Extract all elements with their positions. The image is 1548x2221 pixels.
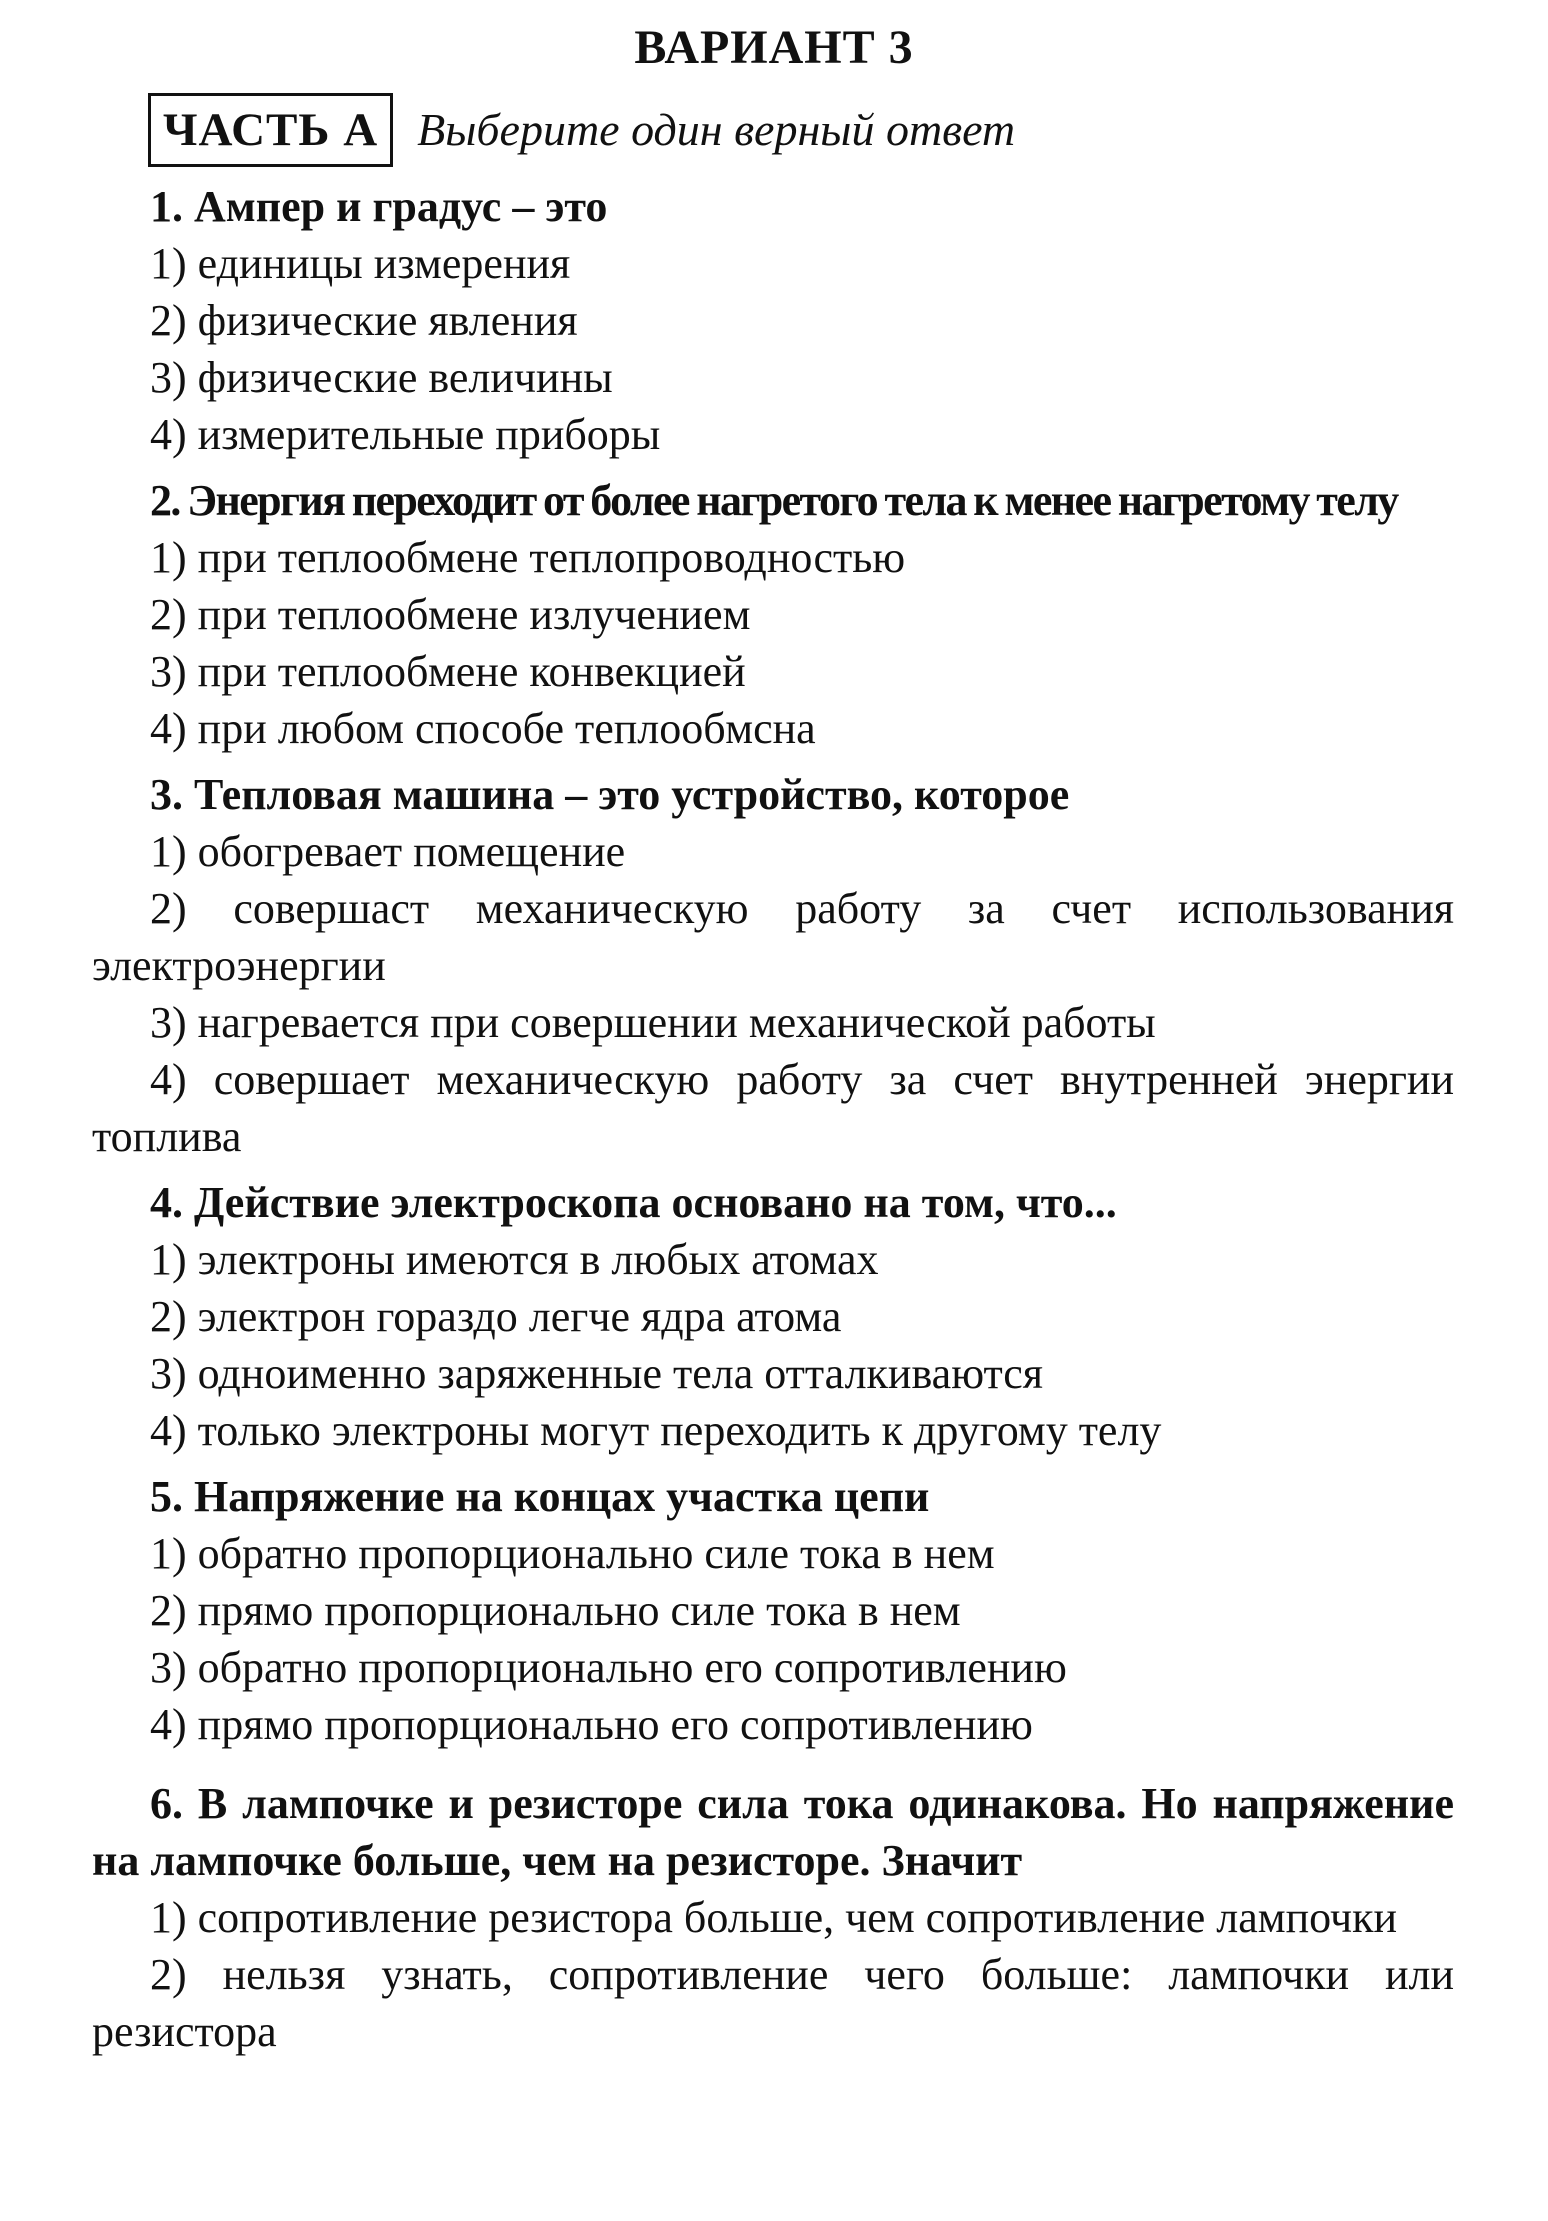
part-header [148,92,1015,168]
question-4 [92,1174,1454,1459]
answer-option: 2) при теплообмене излучением [150,590,751,639]
question-6 [92,1775,1454,2060]
answer-option: 1) обогревает помещение [150,827,626,876]
question-title: 4. Действие электроскопа основано на том, что... [150,1178,1117,1227]
question-title: 2. Энергия переходит от более нагретого тела к менее нагретому телу [150,476,1398,525]
answer-option: 1) электроны имеются в любых атомах [150,1235,879,1284]
answer-option: 2) физические явления [150,296,578,345]
answer-option: 1) при теплообмене теплопроводностью [150,533,906,582]
answer-option: 4) совершает механическую работу за счет внутренней энергии топлива [92,1055,1454,1161]
answer-option: 4) при любом способе теплообмсна [150,704,816,753]
answer-option: 3) физические величины [150,353,613,402]
questions-list [92,178,1454,2069]
question-5 [92,1468,1454,1753]
answer-option: 1) сопротивление резистора больше, чем сопротивление лампочки [150,1893,1398,1942]
variant-title: ВАРИАНТ 3 [634,21,914,74]
part-label-box: ЧАСТЬ А [148,93,393,167]
answer-option: 1) обратно пропорционально силе тока в нем [150,1529,995,1578]
answer-option: 3) обратно пропорционально его сопротивлению [150,1643,1067,1692]
question-1 [92,178,1454,463]
answer-option: 4) прямо пропорционально его сопротивлению [150,1700,1033,1749]
question-title: 3. Тепловая машина – это устройство, которое [150,770,1070,819]
question-title: 5. Напряжение на концах участка цепи [150,1472,930,1521]
answer-option: 2) совершаст механическую работу за счет использования электроэнергии [92,884,1454,990]
answer-option: 3) при теплообмене конвекцией [150,647,746,696]
answer-option: 4) измерительные приборы [150,410,661,459]
answer-option: 3) одноименно заряженные тела отталкиваются [150,1349,1044,1398]
answer-option: 3) нагревается при совершении механической работы [150,998,1156,1047]
answer-option: 1) единицы измерения [150,239,571,288]
answer-option: 2) электрон гораздо легче ядра атома [150,1292,842,1341]
answer-option: 4) только электроны могут переходить к другому телу [150,1406,1162,1455]
part-instruction: Выберите один верный ответ [417,104,1016,155]
answer-option: 2) нельзя узнать, сопротивление чего больше: лампочки или резистора [92,1950,1454,2056]
question-2 [92,472,1454,757]
question-title: 6. В лампочке и резисторе сила тока одинакова. Но напряжение на лампочке больше, чем на резисторе. Значит [92,1779,1454,1885]
answer-option: 2) прямо пропорционально силе тока в нем [150,1586,961,1635]
question-title: 1. Ампер и градус – это [150,182,608,231]
question-3 [92,766,1454,1165]
